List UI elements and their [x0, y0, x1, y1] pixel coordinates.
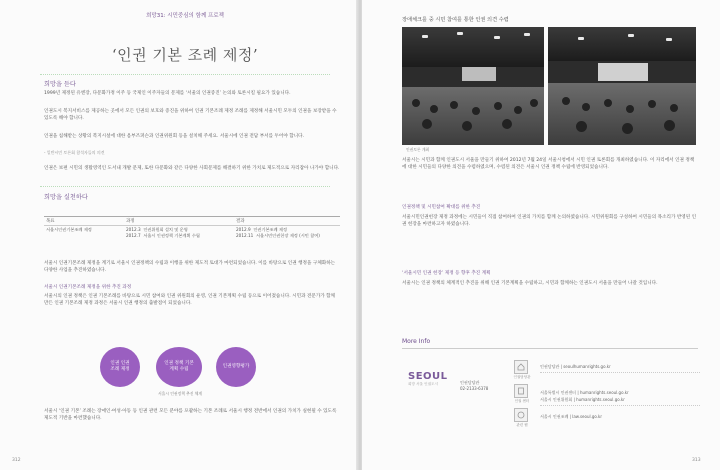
body-paragraph: 서울시 ‘인권 기본’ 조례는 장애인·여성·아동 등 인권 관련 모든 분야를 포괄하는 기본 조례로 서울시 행정 전반에서 인권의 가치가 실현될 수 있도록 제도적 기반을 마련했습니다. — [44, 409, 337, 422]
body-paragraph: 서울시 인권기본조례 제정을 계기로 서울시 인권정책의 수립과 이행을 위한 제도적 토대가 마련되었습니다. 이를 바탕으로 인권 행정을 구체화하는 다양한 사업을 추진하였습니다. — [44, 261, 336, 274]
page-title: ‘인권 기본 조례 제정’ — [111, 46, 259, 64]
divider — [402, 348, 698, 349]
subheading: ‘서울시민 인권 헌장’ 제정 등 향후 추진 계획 — [402, 271, 491, 276]
item: 인권위원회 설치 및 운영 — [143, 227, 188, 232]
right-page — [362, 0, 720, 470]
seoul-logo: SEOUL 희망 서울 인권도시 — [408, 371, 448, 386]
body-paragraph: 인권을 침해받는 상황의 복지시설에 대한 옴부즈퍼슨과 인권위원회 등을 설치해 주세요. 서울시에 인권 전담 부서를 두어야 합니다. — [44, 134, 305, 139]
divider — [40, 186, 330, 187]
home-icon — [514, 360, 528, 374]
body-paragraph: 인권도시 복지서비스를 제공하는 곳에서 모든 인권의 보호와 증진을 위하여 인권 기본조례 제정 조례를 제정해 서울시민 모두의 인권을 보장받을 수 있도록 해야 합니다. — [44, 109, 337, 122]
diagram-circle: 인권 인권 조례 제정 — [100, 347, 140, 387]
globe-icon — [514, 408, 528, 422]
event-photo — [548, 27, 696, 145]
icon-label: 인권 센터 — [514, 399, 530, 403]
table-header: 결과 — [234, 217, 340, 226]
info-line[interactable]: 서울시 인권위원회 | humanrights.seoul.go.kr — [540, 397, 625, 402]
policy-diagram — [100, 345, 260, 389]
plan-table — [44, 216, 340, 240]
table-header: 과정 — [124, 217, 234, 226]
icon-label: 관련 웹 — [516, 423, 528, 427]
body-paragraph: 서울시는 인권 정책의 체계적인 추진을 위해 인권 기본계획을 수립하고, 시민과 함께하는 인권도시 서울을 만들어 나갈 것입니다. — [402, 281, 658, 286]
divider — [40, 74, 330, 75]
info-line[interactable]: 인권담당관 | seoulhumanrights.go.kr — [540, 364, 611, 369]
icon-label: 인권담당관 — [513, 375, 531, 379]
info-line[interactable]: 서울시 인권조례 | law.seoul.go.kr — [540, 414, 603, 419]
table-cell — [234, 226, 340, 241]
item: 인권기본조례 제정 — [253, 227, 288, 232]
table-header: 목표 — [44, 217, 124, 226]
item: 서울시민인권헌장 제정 (시민 참여) — [256, 233, 320, 238]
date: 2012.9 — [236, 227, 251, 232]
quote-source: - 일반시민 토론회 참석자들의 의견 — [44, 150, 105, 155]
table-cell — [124, 226, 234, 241]
more-info-heading: More Info — [402, 338, 431, 345]
diagram-circle: 인권 정책 기본 계획 수립 — [156, 347, 202, 387]
body-paragraph: 서울시의 인권 정책은 인권 기본조례를 바탕으로 시민 참여와 인권 위원회의 운영, 인권 기본계획 수립 등으로 이어졌습니다. 시민과 전문가가 함께 만든 인권 기본조례 제정 과정은 서울시 인권 행정의 출발점이 되었습니다. — [44, 294, 336, 307]
date: 2012.7 — [126, 233, 141, 238]
left-page — [0, 0, 358, 470]
photo-caption: 장애체크를 중 시민 참여를 통한 인권 의견 수렴 — [402, 17, 509, 23]
date: 2012.3 — [126, 227, 141, 232]
diagram-circle: 인권영향평가 — [216, 347, 256, 387]
info-line[interactable]: 서울특별시 인권센터 | humanrights.seoul.go.kr — [540, 390, 629, 395]
photo-note: 인권토론 개최 — [406, 147, 430, 152]
table-cell: 서울시인권기본조례 제정 — [46, 227, 92, 232]
building-icon — [514, 384, 528, 398]
body-paragraph: 서울시는 시민과 함께 인권도시 서울을 만들기 위하여 2012년 7월 24일 서울시청에서 시민 인권 토론회를 개최하였습니다. 이 자리에서 인권 정책에 대한 시민들의 다양한 의견을 수렴하였으며, 수렴된 의견은 서울시 인권 정책 수립에 반영되었습니다. — [402, 158, 695, 171]
section-heading: 희망을 실천하다 — [44, 194, 88, 201]
table-row — [44, 226, 340, 241]
diagram-caption: 서울시 인권정책 추진 체계 — [158, 391, 202, 396]
subheading: 인권정책 및 시민참여 확대를 위한 추진 — [402, 205, 481, 210]
section-heading: 희망을 듣다 — [44, 81, 76, 88]
event-photo — [402, 27, 544, 145]
date: 2012.11 — [236, 233, 254, 238]
item: 서울시 인권정책 기본계획 수립 — [143, 233, 200, 238]
body-paragraph: 1999년 제정된 유엔장, 다문화가정 이주 등 국제인 이주자들의 문제를 ‘서울의 인권증진’ 논의와 토론시킬 필요가 있습니다. — [44, 91, 291, 96]
page-number: 313 — [692, 458, 701, 463]
body-paragraph: 서울시민인권헌장 제정 과정에는 시민들이 직접 참여하여 인권의 가치를 함께 논의하였습니다. 시민위원회를 구성하여 시민들의 목소리가 반영된 인권 헌장을 마련하고자 하였습니다. — [402, 215, 697, 228]
series-label: 희망31: 시민중심의 함께 프로젝 — [146, 13, 224, 19]
contact-info: 인권담당관 02-2133-6378 — [460, 380, 489, 391]
body-paragraph: 인권은 보편 시민의 생활영역인 도서내 개발 문제, 또한 다문화와 같은 다양한 사회문제를 해결하기 위한 가치로 제도적으로 자리잡아 나가야 합니다. — [44, 166, 340, 171]
subheading: 서울시 인권기본조례 제정을 위한 추진 과정 — [44, 285, 132, 290]
page-number: 312 — [12, 458, 21, 463]
